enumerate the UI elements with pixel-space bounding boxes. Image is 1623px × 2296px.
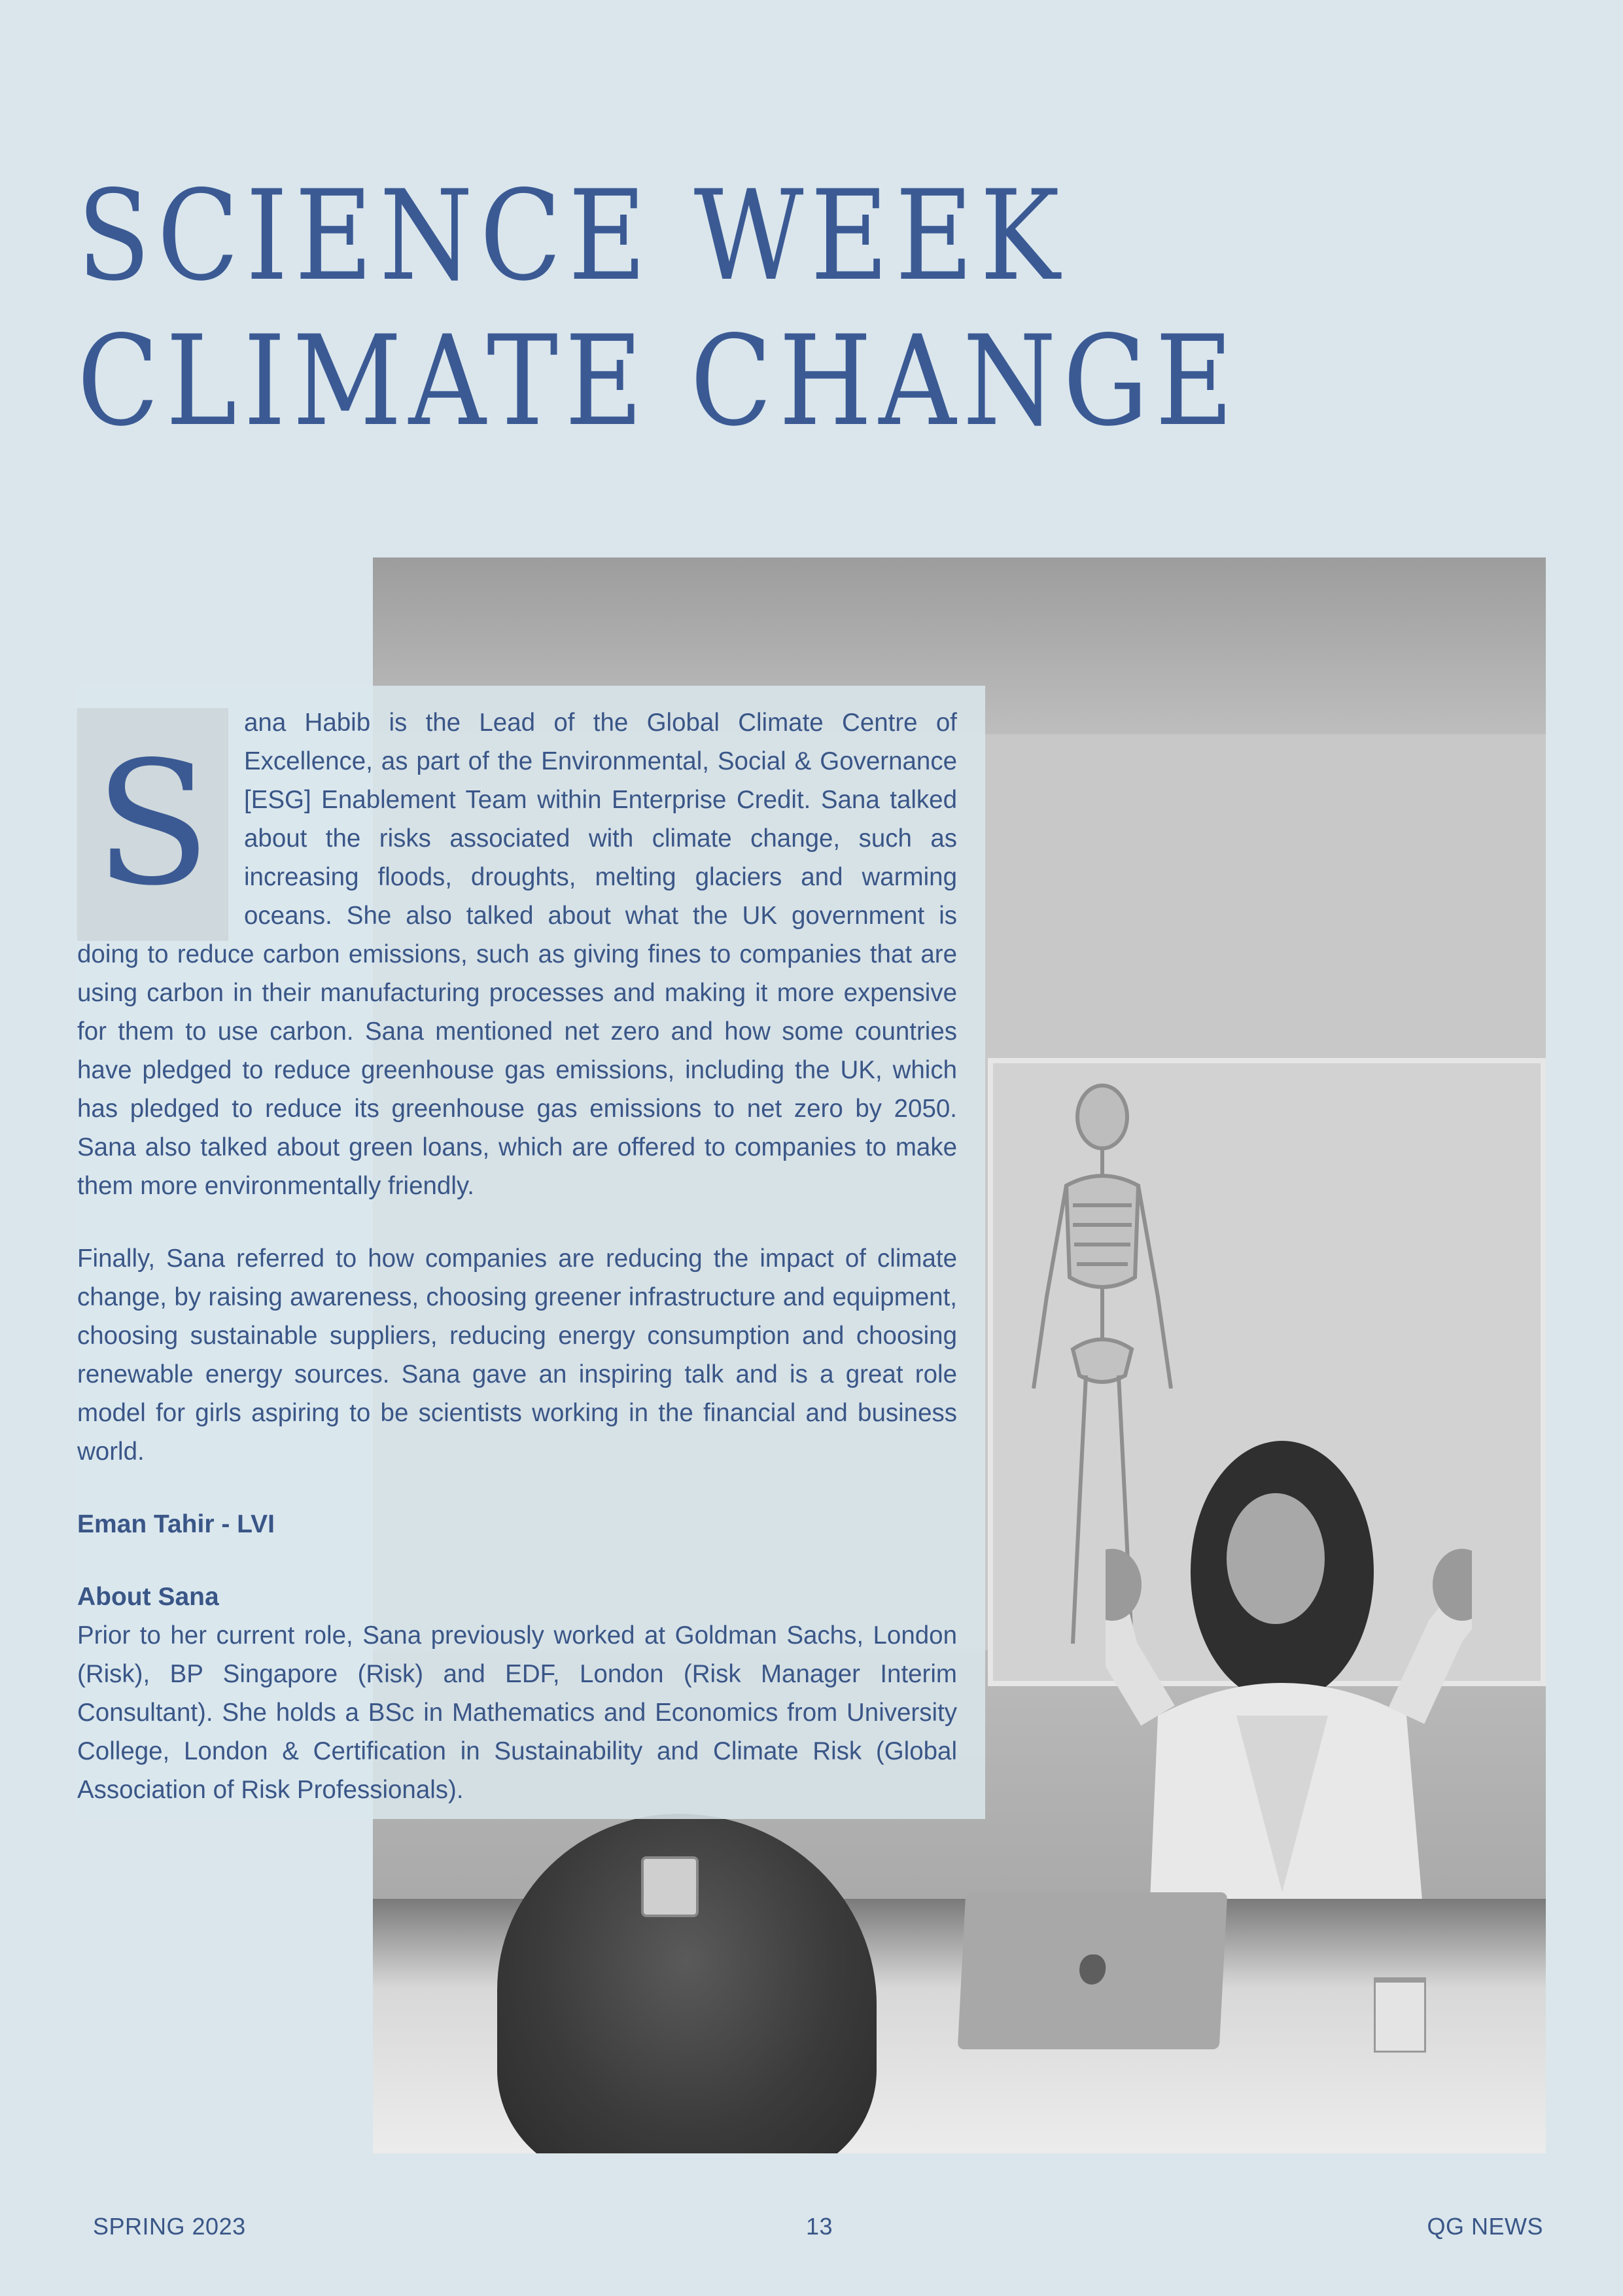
article-paragraph-2: Finally, Sana referred to how companies are reducing the impact of climate change, by raising awareness, choosing greener infrastructure and equipment, choosing sustainable suppliers, reducing energy consumption and choosing renewable energy sources. Sana gave an inspiring talk and is a great role model for girls aspiring to be scientists working in the financial and business world. — [77, 1245, 957, 1466]
laptop — [958, 1892, 1228, 2049]
about-heading: About Sana — [77, 1583, 219, 1611]
title-line-1: SCIENCE WEEK — [77, 164, 1067, 308]
hair-clip — [641, 1856, 699, 1917]
page-title — [77, 164, 1240, 454]
footer-publication: QG NEWS — [1427, 2213, 1543, 2240]
article-paragraph-1: ana Habib is the Lead of the Global Climate Centre of Excellence, as part of the Environmental, Social & Governance [ESG] Enablement Team within Enterprise Credit. Sana talked about the risks associated with climate change, such as increasing floods, droughts, melting glaciers and warming oceans. She also talked about what the UK government is doing to reduce carbon emissions, such as giving fines to companies that are using carbon in their manufacturing processes and making it more expensive for them to use carbon. Sana mentioned net zero and how some countries have pledged to reduce greenhouse gas emissions, including the UK, which has pledged to reduce its greenhouse gas emissions to net zero by 2050. Sana also talked about green loans, which are offered to companies to make them more environmentally friendly. — [77, 709, 957, 1200]
about-text: Prior to her current role, Sana previously worked at Goldman Sachs, London (Risk), BP Singapore (Risk) and EDF, London (Risk Manager Interim Consultant). She holds a BSc in Mathematics and Economics from University College, London & Certification in Sustainability and Climate Risk (Global Association of Risk Professionals). — [77, 1621, 957, 1804]
paper-cup — [1374, 1977, 1426, 2053]
author-byline: Eman Tahir - LVI — [77, 1510, 275, 1538]
apple-logo-icon — [1079, 1954, 1106, 1985]
page-number: 13 — [806, 2213, 833, 2240]
article-body — [77, 703, 957, 1809]
title-line-2: CLIMATE CHANGE — [77, 309, 1240, 453]
footer-issue: SPRING 2023 — [93, 2213, 246, 2240]
drop-cap: S — [77, 708, 228, 941]
